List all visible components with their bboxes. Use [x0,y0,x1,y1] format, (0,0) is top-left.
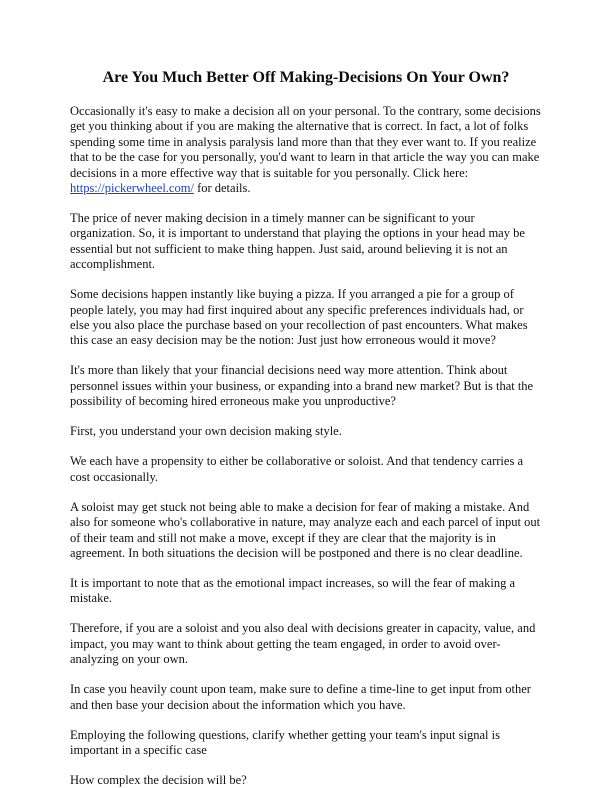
paragraph: The price of never making decision in a timely manner can be significant to your organization. So, it is important to understand that playing the options in your head may be essential but not sufficient to make thing happen. Just said, around believing it is not an accomplishment. [70,211,525,272]
paragraph: How complex the decision will be? [70,772,247,787]
paragraph: Some decisions happen instantly like buying a pizza. If you arranged a pie for a group of people lately, you may had first inquired about any specific preferences individuals had, or else you also place the purchase based on your recollection of past encounters. What makes this case an easy decision may be the notion: Just just how erroneous would it move? [70,287,528,348]
paragraph: It's more than likely that your financial decisions need way more attention. Think about personnel issues within your business, or expanding into a brand new market? But is that the possibility of becoming hired erroneous make you unproductive? [70,363,534,409]
paragraph: It is important to note that as the emotional impact increases, so will the fear of making a mistake. [70,575,516,606]
document-title: Are You Much Better Off Making-Decisions On Your Own? [102,69,510,86]
pickerwheel-link[interactable]: https://pickerwheel.com/ [70,181,194,196]
paragraph: Employing the following questions, clarify whether getting your team's input signal is important in a specific case [70,727,500,757]
paragraph: Therefore, if you are a soloist and you also deal with decisions greater in capacity, value, and impact, you may want to think about getting the team engaged, in order to avoid over-analyzing on your own. [70,621,536,667]
intro-text: Occasionally it's easy to make a decision all on your personal. To the contrary, some decisions get you thinking about if you are making the alternative that is correct. In fact, a lot of folks spending some time in analysis paralysis land more than that they ever want to. If you realize that to be the case for you personally, you'd want to learn in that article the way you can make decisions in a more effective way that is suitable for you personally. Click here: [70,104,541,180]
paragraph: We each have a propensity to either be collaborative or soloist. And that tendency carries a cost occasionally. [70,454,523,484]
intro-paragraph [70,104,542,196]
paragraph: A soloist may get stuck not being able to make a decision for fear of making a mistake. And also for someone who's collaborative in nature, may analyze each and each parcel of input out of their team and still not make a move, except if they are clear that the majority is in agreement. In both situations the decision will be postponed and there is no clear deadline. [70,499,541,560]
intro-text-end: for details. [193,181,251,196]
paragraph: In case you heavily count upon team, make sure to define a time-line to get input from other and then base your decision about the information which you have. [70,682,531,712]
paragraph: First, you understand your own decision making style. [70,424,342,439]
